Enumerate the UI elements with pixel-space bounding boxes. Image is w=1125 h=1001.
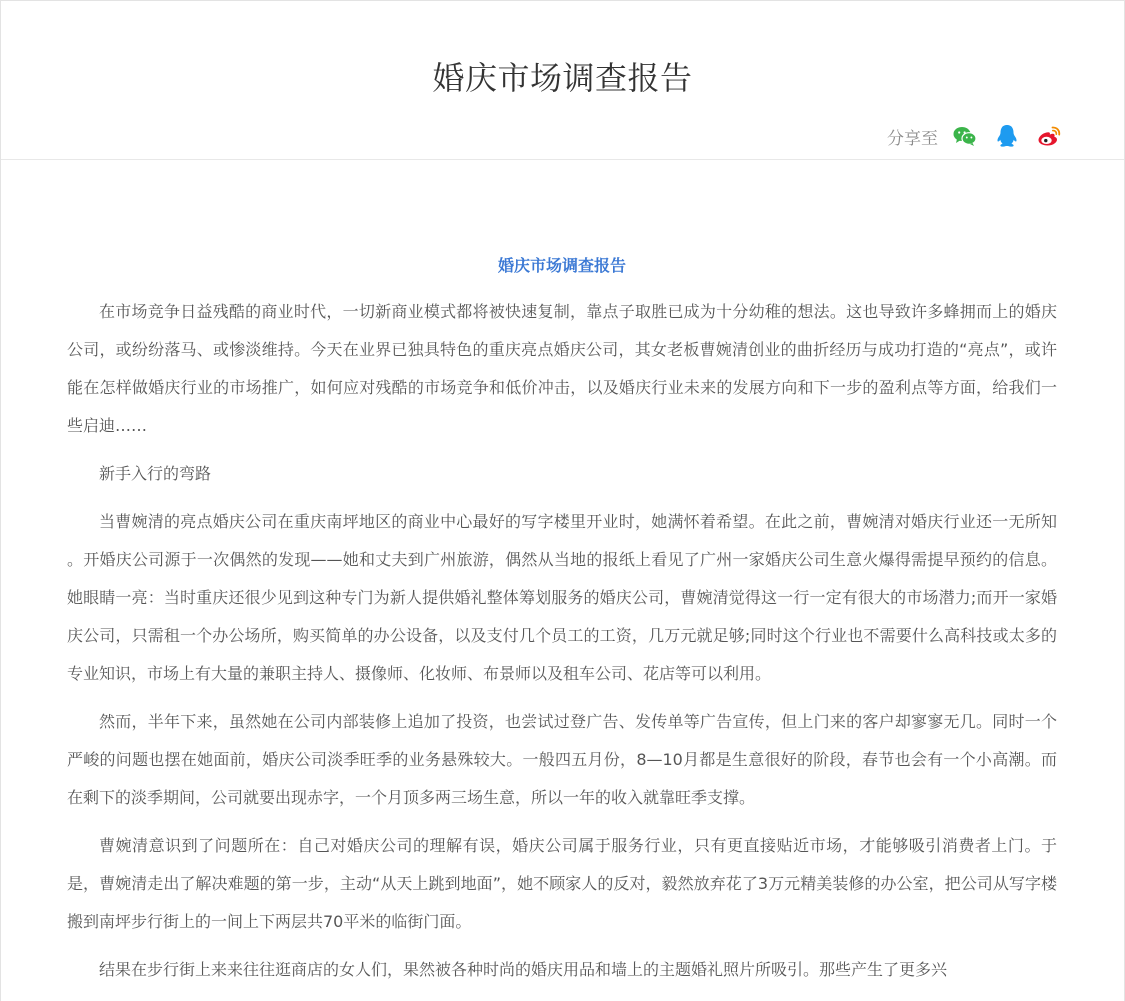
document-header bbox=[1, 1, 1124, 160]
weibo-icon[interactable] bbox=[1036, 123, 1062, 149]
section-heading: 新手入行的弯路 bbox=[99, 464, 212, 483]
article-paragraph: 结果在步行街上来来往往逛商店的女人们，果然被各种时尚的婚庆用品和墙上的主题婚礼照片所吸引。那些产生了更多兴 bbox=[99, 960, 948, 979]
share-label: 分享至 bbox=[887, 128, 938, 149]
article-paragraph: 然而，半年下来，虽然她在公司内部装修上追加了投资，也尝试过登广告、发传单等广告宣传，但上门来的客户却寥寥无几。同时一个严峻的问题也摆在她面前，婚庆公司淡季旺季的业务悬殊较大。一般四五月份，8—10月都是生意很好的阶段，春节也会有一个小高潮。而在剩下的淡季期间，公司就要出现赤字，一个月顶多两三场生意，所以一年的收入就靠旺季支撑。 bbox=[67, 712, 1057, 807]
article-title: 婚庆市场调查报告 bbox=[497, 256, 626, 275]
wechat-icon[interactable] bbox=[952, 123, 978, 149]
article-paragraph: 曹婉清意识到了问题所在：自己对婚庆公司的理解有误，婚庆公司属于服务行业，只有更直接贴近市场，才能够吸引消费者上门。于是，曹婉清走出了解决难题的第一步，主动“从天上跳到地面”，她不顾家人的反对，毅然放弃花了3万元精美装修的办公室，把公司从写字楼搬到南坪步行街上的一间上下两层共70平米的临街门面。 bbox=[67, 836, 1057, 931]
qq-icon[interactable] bbox=[994, 123, 1020, 149]
page-title: 婚庆市场调查报告 bbox=[432, 59, 693, 97]
article-content bbox=[67, 251, 1057, 999]
article-paragraph: 在市场竞争日益残酷的商业时代，一切新商业模式都将被快速复制，靠点子取胜已成为十分幼稚的想法。这也导致许多蜂拥而上的婚庆公司，或纷纷落马、或惨淡维持。今天在业界已独具特色的重庆亮点婚庆公司，其女老板曹婉清创业的曲折经历与成功打造的“亮点”，或许能在怎样做婚庆行业的市场推广，如何应对残酷的市场竞争和低价冲击，以及婚庆行业未来的发展方向和下一步的盈利点等方面，给我们一些启迪…… bbox=[67, 302, 1057, 435]
share-bar bbox=[887, 121, 1062, 151]
article-paragraph: 当曹婉清的亮点婚庆公司在重庆南坪地区的商业中心最好的写字楼里开业时，她满怀着希望。在此之前，曹婉清对婚庆行业还一无所知 。开婚庆公司源于一次偶然的发现——她和丈夫到广州旅游，偶然从当地的报纸上看见了广州一家婚庆公司生意火爆得需提早预约的信息。她眼睛一亮：当时重庆还很少见到这种专门为新人提供婚礼整体筹划服务的婚庆公司，曹婉清觉得这一行一定有很大的市场潜力;而开一家婚庆公司，只需租一个办公场所，购买简单的办公设备，以及支付几个员工的工资，几万元就足够;同时这个行业也不需要什么高科技或太多的专业知识，市场上有大量的兼职主持人、摄像师、化妆师、布景师以及租车公司、花店等可以利用。 bbox=[67, 512, 1057, 683]
